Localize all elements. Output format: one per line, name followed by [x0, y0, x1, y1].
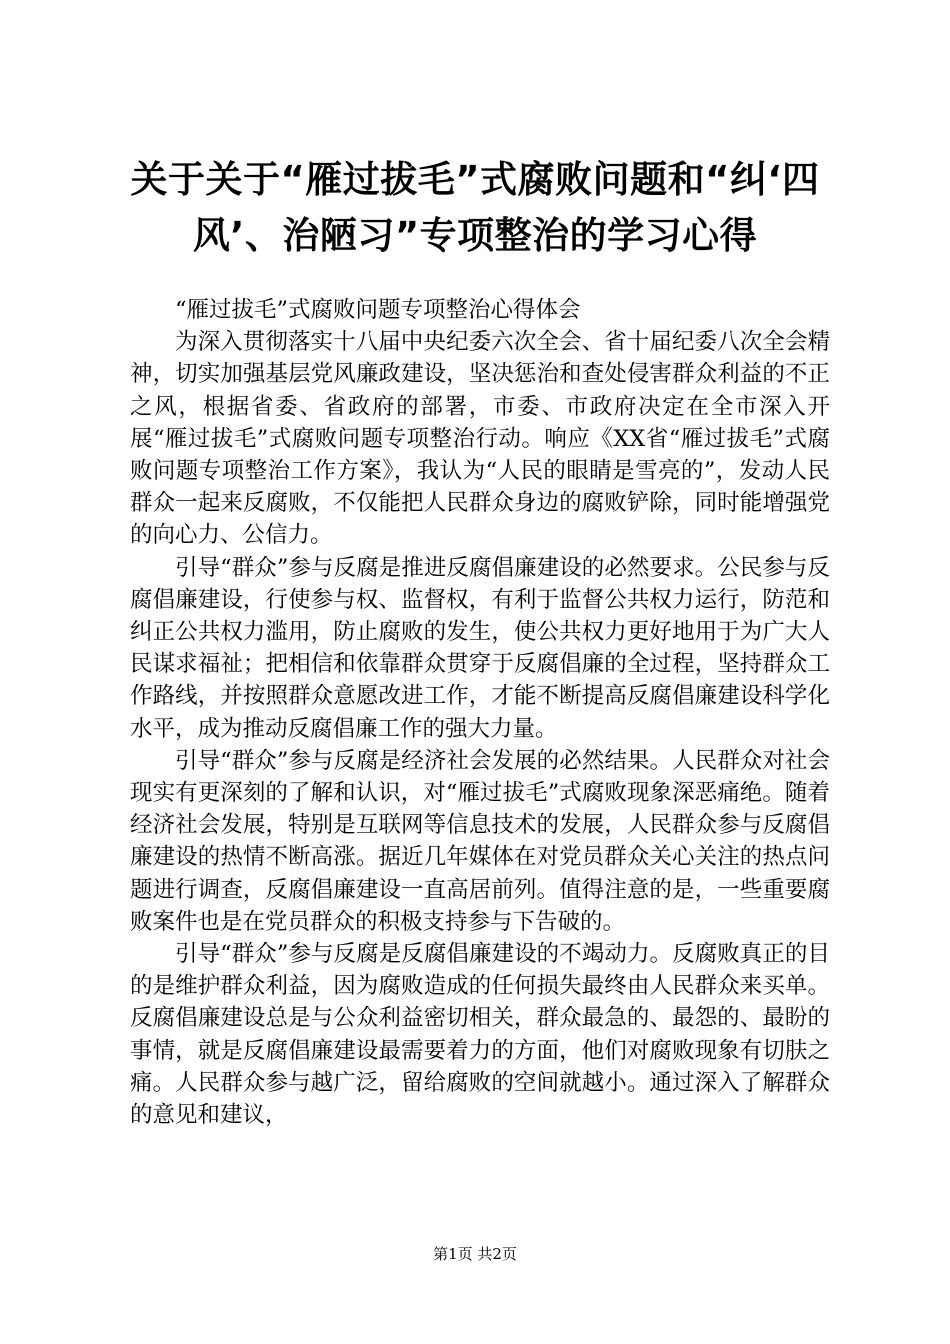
- document-body: [130, 294, 830, 1131]
- document-title: [118, 152, 832, 264]
- page-number-footer: 第1页 共2页: [433, 1245, 517, 1263]
- body-paragraph-2: 引导“群众”参与反腐是推进反腐倡廉建设的必然要求。公民参与反腐倡廉建设，行使参与权、监督权，有利于监督公共权力运行，防范和纠正公共权力滥用，防止腐败的发生，使公共权力更好地用于为广大人民谋求福祉；把相信和依靠群众贯穿于反腐倡廉的全过程，坚持群众工作路线，并按照群众意愿改进工作，才能不断提高反腐倡廉建设科学化水平，成为推动反腐倡廉工作的强大力量。: [130, 554, 830, 742]
- body-paragraph-1: 为深入贯彻落实十八届中央纪委六次全会、省十届纪委八次全会精神，切实加强基层党风廉政建设，坚决惩治和查处侵害群众利益的不正之风，根据省委、省政府的部署，市委、市政府决定在全市深入开展“雁过拔毛”式腐败问题专项整治行动。响应《XX省“雁过拔毛”式腐败问题专项整治工作方案》，我认为“人民的眼睛是雪亮的”，发动人民群众一起来反腐败，不仅能把人民群众身边的腐败铲除，同时能增强党的向心力、公信力。: [130, 329, 830, 549]
- document-title-line-1: 关于关于“雁过拔毛”式腐败问题和“纠‘四: [130, 158, 820, 201]
- document-title-line-2: 风’、治陋习”专项整治的学习心得: [192, 214, 758, 257]
- document-subtitle: “雁过拔毛”式腐败问题专项整治心得体会: [175, 297, 581, 323]
- body-paragraph-4: 引导“群众”参与反腐是反腐倡廉建设的不竭动力。反腐败真正的目的是维护群众利益，因为腐败造成的任何损失最终由人民群众来买单。反腐倡廉建设总是与公众利益密切相关，群众最急的、最怨的、最盼的事情，就是反腐倡廉建设最需要着力的方面，他们对腐败现象有切肤之痛。人民群众参与越广泛，留给腐败的空间就越小。通过深入了解群众的意见和建议，: [130, 941, 830, 1129]
- body-paragraph-3: 引导“群众”参与反腐是经济社会发展的必然结果。人民群众对社会现实有更深刻的了解和认识，对“雁过拔毛”式腐败现象深恶痛绝。随着经济社会发展，特别是互联网等信息技术的发展，人民群众参与反腐倡廉建设的热情不断高涨。据近几年媒体在对党员群众关心关注的热点问题进行调查，反腐倡廉建设一直高居前列。值得注意的是，一些重要腐败案件也是在党员群众的积极支持参与下告破的。: [130, 747, 830, 935]
